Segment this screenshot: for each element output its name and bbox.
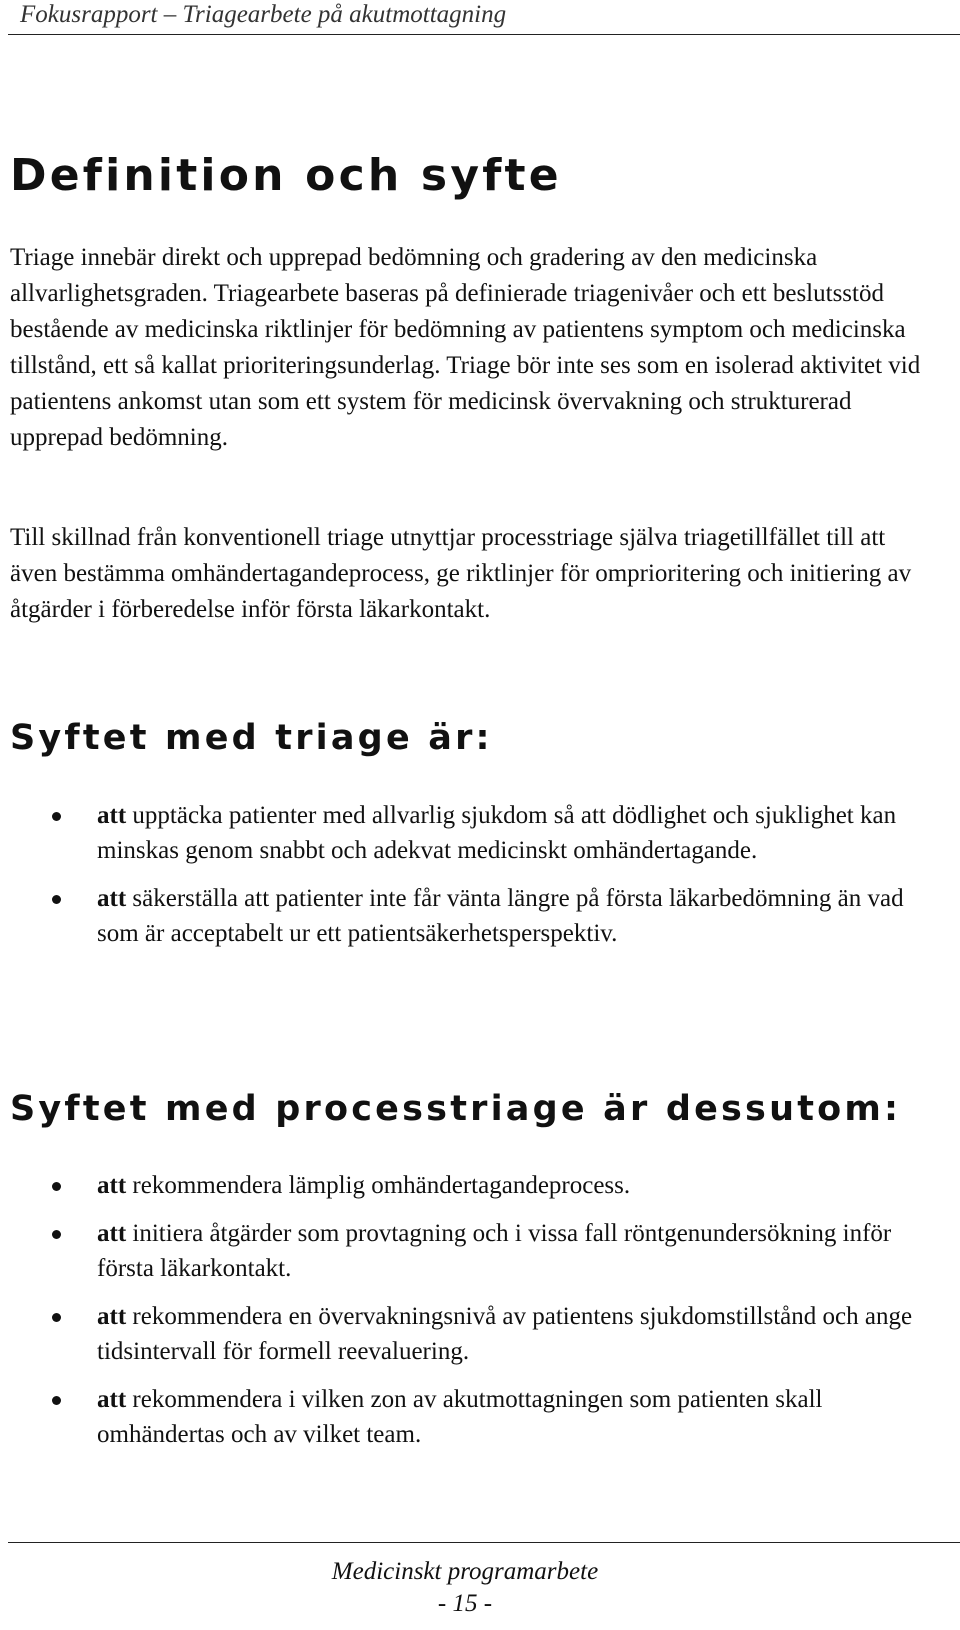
running-header — [8, 0, 960, 35]
bullet-icon — [52, 1396, 61, 1405]
process-purpose-list — [0, 1168, 940, 1465]
item-lead: att — [97, 1303, 127, 1330]
item-lead: att — [97, 885, 127, 912]
item-lead: att — [97, 1386, 127, 1413]
section-heading-purpose: Syftet med triage är: — [10, 718, 493, 758]
list-item — [0, 1216, 940, 1286]
bullet-icon — [52, 1313, 61, 1322]
list-item — [0, 1382, 940, 1452]
paragraph-definition: Triage innebär direkt och upprepad bedömning och gradering av den medicinska allvarlighetsgraden. Triagearbete baseras på definierade triagenivåer och ett beslutsstöd bestående av medicinska riktlinjer för bedömning av patientens symptom och medicinska tillstånd, ett så kallat prioriteringsunderlag. Triage bör inte ses som en isolerad aktivitet vid patientens ankomst utan som ett system för medicinsk övervakning och strukturerad upprepad bedömning. — [10, 244, 921, 451]
page-number: - 15 - — [437, 1590, 493, 1617]
item-text: rekommendera en övervakningsnivå av patientens sjukdomstillstånd och ange tidsintervall för formell reevaluering. — [97, 1303, 913, 1365]
paragraph-process-triage: Till skillnad från konventionell triage utnyttjar processtriage själva triagetillfället till att även bestämma omhändertagandeprocess, ge riktlinjer för omprioritering och initiering av åtgärder i förberedelse inför första läkarkontakt. — [10, 524, 912, 623]
running-title: Fokusrapport – Triagearbete på akutmottagning — [20, 1, 507, 28]
item-lead: att — [97, 1172, 127, 1199]
bullet-icon — [52, 1230, 61, 1239]
item-text: rekommendera i vilken zon av akutmottagningen som patienten skall omhändertas och av vilket team. — [97, 1386, 823, 1448]
bullet-icon — [52, 895, 61, 904]
list-item — [0, 798, 940, 868]
purpose-list — [0, 798, 940, 964]
item-lead: att — [97, 1220, 127, 1247]
bullet-icon — [52, 812, 61, 821]
list-item — [0, 1299, 940, 1369]
footer-program: Medicinskt programarbete — [331, 1558, 599, 1585]
item-text: initiera åtgärder som provtagning och i vissa fall röntgenundersökning inför första läkarkontakt. — [97, 1220, 892, 1282]
footer-divider — [8, 1542, 960, 1543]
item-text: upptäcka patienter med allvarlig sjukdom så att dödlighet och sjuklighet kan minskas genom snabbt och adekvat medicinskt omhändertagande. — [97, 802, 897, 864]
item-lead: att — [97, 802, 127, 829]
section-heading-process-purpose: Syftet med processtriage är dessutom: — [10, 1089, 902, 1129]
item-text: säkerställa att patienter inte får vänta längre på första läkarbedömning än vad som är acceptabelt ur ett patientsäkerhetsperspektiv. — [97, 885, 904, 947]
list-item — [0, 881, 940, 951]
section-heading-definition: Definition och syfte — [10, 150, 562, 201]
list-item — [0, 1168, 940, 1203]
bullet-icon — [52, 1182, 61, 1191]
item-text: rekommendera lämplig omhändertagandeprocess. — [126, 1172, 631, 1199]
